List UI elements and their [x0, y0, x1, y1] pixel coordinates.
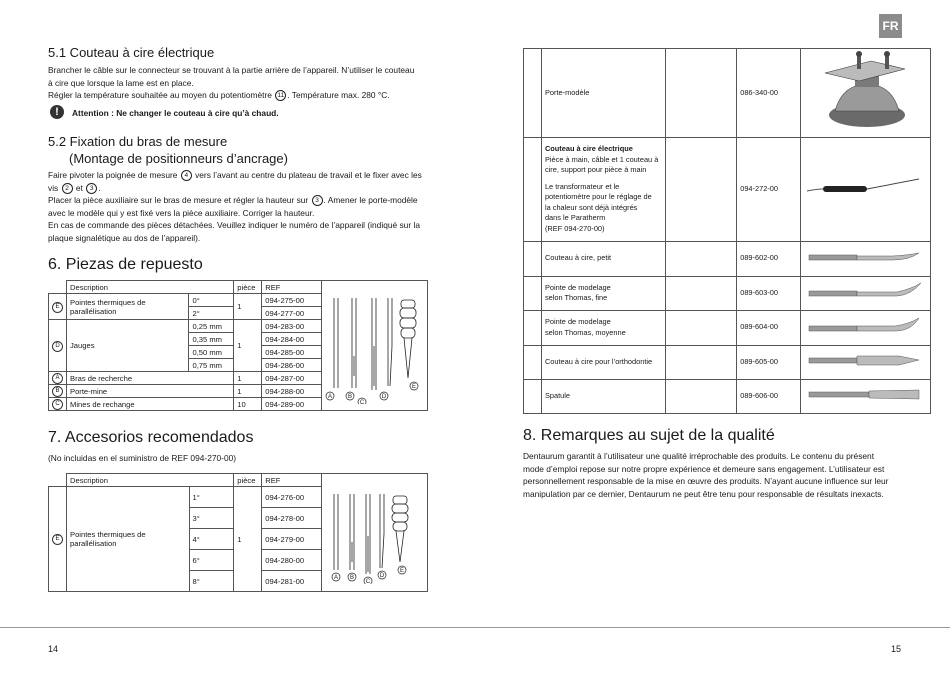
- spare-parts-table: Description pièce REF A B C D E E Pointes thermiques de parallélisation 0° 1 094-275-00 2° 094-277-00 D Jauges 0,25 mm 1 094-283-00 0,35 mm 094-284-00 0,50 mm 094-285-00 0,75 mm 094-286-00 A Bras de recherche 1 094-287-00 B Porte-mine 1 094-288-00 C Mines de rechange 10 094-289-00: [48, 280, 428, 411]
- table-row: D Jauges 0,25 mm 1 094-283-00: [49, 320, 428, 333]
- table-row: C Mines de rechange 10 094-289-00: [49, 398, 428, 411]
- model-holder-image: [801, 49, 929, 133]
- fig-label-a: A: [327, 393, 332, 400]
- language-tab: FR: [879, 14, 902, 38]
- page-number-left: 14: [48, 644, 59, 654]
- section-8-text: Dentaurum garantit à l’utilisateur une qualité irréprochable des produits. Le contenu du présent mode d’emploi repose sur notre propre expérience et demeure sans engagement. L’utilisateur est personnellement responsable de la mise en œuvre des produits. N’ayant aucune influence sur leur manipulation par ce dernier, Dentaurum ne peut être tenu pour responsable de résultats inexacts.: [523, 451, 889, 499]
- modelling-tip-medium-image: [801, 316, 929, 336]
- fig-label-b: B: [349, 574, 354, 581]
- fig-label-e: E: [411, 383, 416, 390]
- section-5-2-subtitle: (Montage de positionneurs d’ancrage): [69, 151, 288, 166]
- table-row: Porte-modèle 086-340-00: [524, 49, 931, 138]
- instrument-drawing: [322, 286, 426, 404]
- table-row: E Pointes thermiques de parallélisation 1° 1 094-276-00: [49, 487, 428, 508]
- col-piece: pièce: [234, 281, 262, 294]
- col-description: Description: [67, 281, 234, 294]
- fig-label-e: E: [399, 567, 404, 574]
- section-7-title: 7. Accesorios recomendados: [48, 429, 254, 446]
- fig-label-b: B: [347, 393, 352, 400]
- table-row: A Bras de recherche 1 094-287-00: [49, 372, 428, 385]
- accessories-figure: [321, 474, 427, 592]
- section-5-1-title: 5.1 Couteau à cire électrique: [48, 45, 215, 60]
- fig-label-d: D: [381, 393, 387, 400]
- wax-knife-small-image: [801, 247, 929, 267]
- fig-label-c: C: [359, 399, 365, 404]
- modelling-tip-fine-image: [801, 281, 929, 301]
- fig-label-d: D: [379, 572, 385, 579]
- warning-text: Attention : Ne changer le couteau à cire qu’à chaud.: [72, 108, 279, 118]
- orthodontic-wax-knife-image: [801, 350, 929, 370]
- section-7-note: (No incluidas en el suministro de REF 094-270-00): [48, 453, 237, 463]
- table-row: Pointe de modelage selon Thomas, moyenne 089-604-00: [524, 310, 931, 345]
- table-row: Couteau à cire électrique Pièce à main, câble et 1 couteau à cire, support pour pièce à main Le transformateur et le potentiomètre pour le réglage de la chaleur sont déjà intégrés dans le Paratherm (REF 094-270-00) 094-272-00: [524, 137, 931, 241]
- accessory-list-table: [523, 48, 931, 414]
- table-row: B Porte-mine 1 094-288-00: [49, 385, 428, 398]
- spatula-image: [801, 384, 929, 404]
- table-row: Couteau à cire pour l’orthodontie 089-605-00: [524, 345, 931, 379]
- accessories-table: Description pièce REF A B C D E E Pointes thermiques de parallélisation 1° 1 094-276-00 3° 094-278-00 4° 094-279-00 6° 094-280-00 8° 094-281-00: [48, 473, 428, 592]
- section-5-2-text: Faire pivoter la poignée de mesure 4 vers l’avant au centre du plateau de travail et le fixer avec les vis 2 et 3 . Placer la pièce auxiliaire sur le bras de mesure et régler la hauteur sur 3 . Amener le porte-modèle avec le modèle qui y est fixé vers la pièce auxiliaire. Corriger la hauteur. En cas de commande des pièces détachées. Veuillez indiquer le numéro de l’appareil (indiqué sur la plaque signalétique au dos de l’appareil).: [48, 170, 422, 243]
- section-8-title: 8. Remarques au sujet de la qualité: [523, 427, 775, 444]
- table-row: Spatule 089-606-00: [524, 379, 931, 413]
- fig-label-c: C: [365, 578, 371, 584]
- fig-label-a: A: [333, 574, 338, 581]
- wax-knife-image: [801, 167, 929, 207]
- section-5-1-text: Brancher le câble sur le connecteur se trouvant à la partie arrière de l’appareil. N’utiliser le couteau à cire que lorsque la lame est en place. Régler la température souhaitée au moyen du potentiomètre 11 . Température max. 280 °C.: [48, 65, 415, 101]
- table-row: Pointe de modelage selon Thomas, fine 089-603-00: [524, 276, 931, 310]
- section-5-2-title: 5.2 Fixation du bras de mesure: [48, 134, 228, 149]
- section-6-title: 6. Piezas de repuesto: [48, 256, 203, 273]
- page-number-right: 15: [891, 644, 902, 654]
- table-row: E Pointes thermiques de parallélisation 0° 1 094-275-00: [49, 294, 428, 307]
- footer-rule: [0, 627, 950, 628]
- table-row: Couteau à cire, petit 089-602-00: [524, 241, 931, 276]
- spare-parts-figure: [321, 281, 427, 411]
- warning-icon: !: [50, 105, 64, 119]
- col-ref: REF: [262, 281, 322, 294]
- tips-drawing: [322, 480, 426, 584]
